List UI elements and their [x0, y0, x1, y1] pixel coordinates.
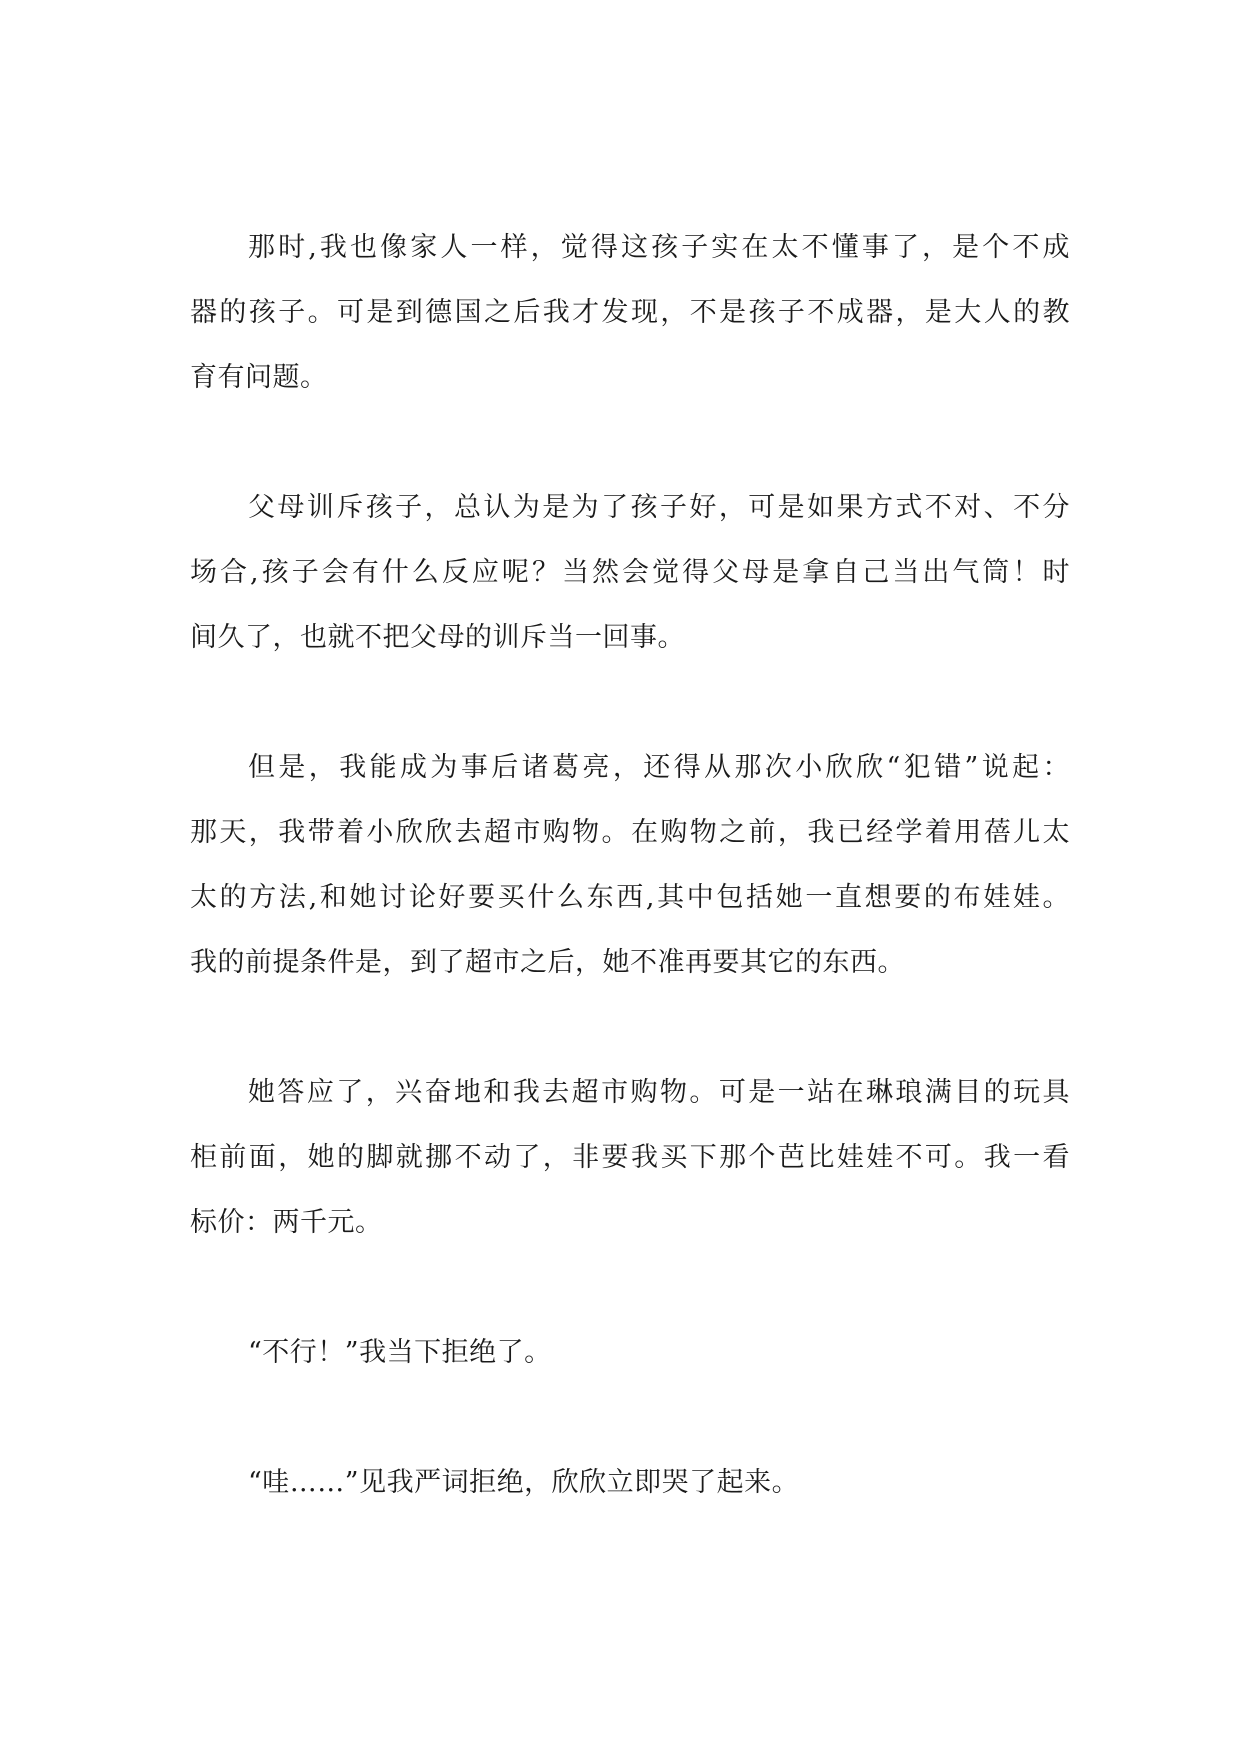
paragraph-5-line-1: “不行！”我当下拒绝了。 — [248, 1337, 552, 1368]
paragraph-3-line-3: 太的方法,和她讨论好要买什么东西,其中包括她一直想要的布娃娃。 — [190, 882, 1070, 913]
paragraph-4-line-3: 标价：两千元。 — [190, 1207, 383, 1238]
paragraph-3-line-2: 那天，我带着小欣欣去超市购物。在购物之前，我已经学着用蓓儿太 — [190, 817, 1070, 848]
paragraph-6-line-1: “哇……”见我严词拒绝，欣欣立即哭了起来。 — [248, 1467, 800, 1498]
paragraph-1-line-1: 那时,我也像家人一样，觉得这孩子实在太不懂事了，是个不成 — [248, 232, 1070, 263]
paragraph-4-line-2: 柜前面，她的脚就挪不动了，非要我买下那个芭比娃娃不可。我一看 — [190, 1142, 1070, 1173]
paragraph-2-line-2: 场合,孩子会有什么反应呢？当然会觉得父母是拿自己当出气筒！时 — [190, 557, 1070, 588]
paragraph-3-line-1: 但是，我能成为事后诸葛亮，还得从那次小欣欣“犯错”说起： — [248, 752, 1070, 783]
paragraph-2-line-3: 间久了，也就不把父母的训斥当一回事。 — [190, 622, 685, 653]
paragraph-1-line-3: 育有问题。 — [190, 362, 328, 393]
paragraph-4-line-1: 她答应了，兴奋地和我去超市购物。可是一站在琳琅满目的玩具 — [248, 1077, 1070, 1108]
paragraph-3-line-4: 我的前提条件是，到了超市之后，她不准再要其它的东西。 — [190, 947, 905, 978]
paragraph-2-line-1: 父母训斥孩子，总认为是为了孩子好，可是如果方式不对、不分 — [248, 492, 1070, 523]
paragraph-1-line-2: 器的孩子。可是到德国之后我才发现，不是孩子不成器，是大人的教 — [190, 297, 1070, 328]
